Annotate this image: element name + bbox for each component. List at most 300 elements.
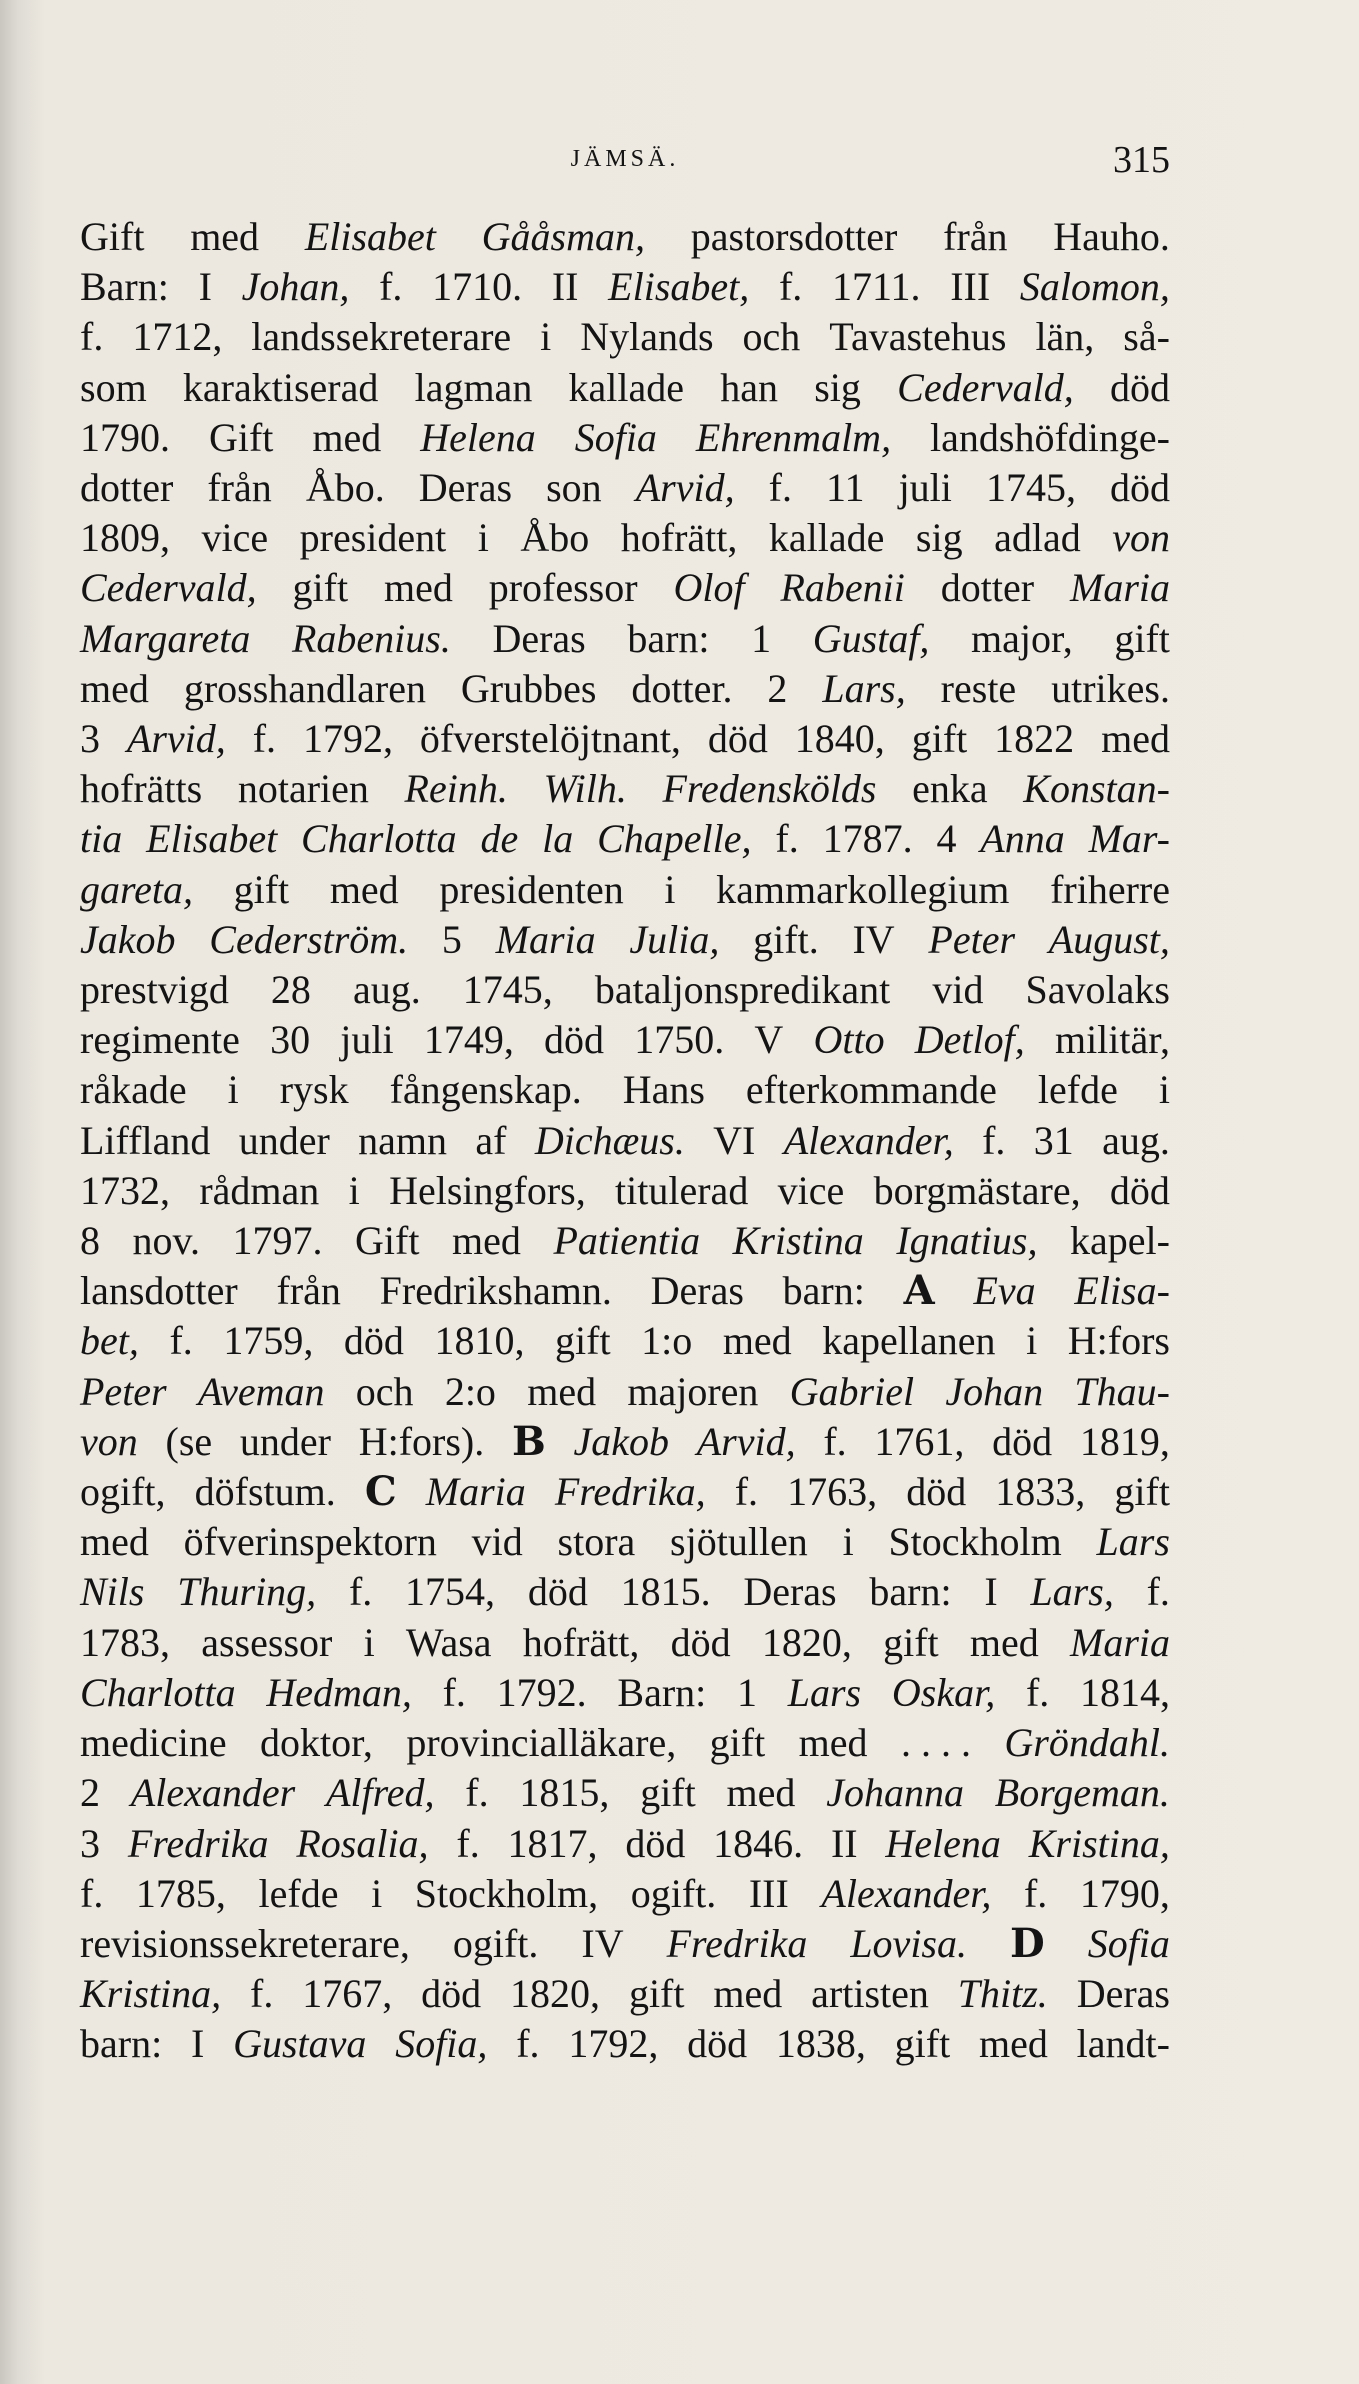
word: Kristina, (80, 1971, 222, 2017)
word: död (1110, 465, 1170, 511)
word: I (190, 2021, 205, 2067)
word: kallade (768, 515, 885, 561)
word: 1846. (713, 1820, 804, 1866)
word: 1792. (496, 1669, 587, 1715)
text-line (80, 212, 1170, 262)
word: H:fors). (358, 1418, 485, 1464)
word: Kristina, (1028, 1820, 1170, 1866)
word: död (1109, 1167, 1170, 1213)
word: 4 (936, 816, 957, 862)
word: i (540, 314, 552, 360)
text-line (80, 1567, 1170, 1617)
word: f. (734, 1469, 759, 1515)
word: Thau- (1074, 1368, 1170, 1414)
word: Eva (973, 1268, 1036, 1314)
word: rådman (199, 1167, 320, 1213)
word: län, (1035, 314, 1095, 360)
word: död (527, 1569, 588, 1615)
word: kapel- (1070, 1218, 1170, 1264)
word: Nylands (580, 314, 714, 360)
word: Deras (492, 615, 586, 661)
word: dotter. (631, 665, 733, 711)
word: 1820, (761, 1619, 852, 1665)
word: 1754, (405, 1569, 496, 1615)
word: Gift (80, 214, 145, 259)
word: Cedervald, (80, 565, 257, 611)
word: Rosalia, (296, 1820, 429, 1866)
word: Alexander, (783, 1117, 954, 1163)
word: nov. (132, 1218, 200, 1264)
word: 1711. (831, 264, 921, 310)
word: Stockholm, (414, 1870, 599, 1916)
word: Charlotta (301, 816, 457, 862)
word: Wilh. (543, 766, 627, 812)
word: kammarkollegium (716, 866, 1010, 912)
word: artisten (811, 1971, 929, 2017)
word: major, (971, 615, 1073, 661)
text-line (80, 1216, 1170, 1266)
word: i (1026, 1318, 1038, 1364)
word: i (348, 1167, 360, 1213)
word: 1840, (794, 716, 885, 762)
word: karaktiserad (182, 364, 379, 410)
text-line (80, 714, 1170, 764)
word: H:fors (1067, 1318, 1170, 1364)
word: sjötullen (670, 1519, 808, 1565)
word: f. (1025, 1669, 1050, 1715)
word: ogift, (80, 1469, 166, 1515)
word: barn: (627, 615, 710, 661)
word: Elisa- (1074, 1268, 1170, 1314)
text-line (80, 614, 1170, 664)
word: öfverstelöjtnant, (419, 716, 681, 762)
word: barn: (869, 1569, 952, 1615)
word: med (80, 1519, 149, 1565)
text-line (80, 1316, 1170, 1366)
word: råkade (80, 1067, 187, 1113)
word: 1761, (874, 1418, 965, 1464)
word: död (992, 1418, 1053, 1464)
word: ogift. (452, 1920, 539, 1966)
word: 1833, (995, 1469, 1086, 1515)
word: hofrätt, (522, 1619, 640, 1665)
word: Helena (420, 414, 536, 460)
page-header (80, 138, 1170, 188)
word: Alfred, (325, 1770, 435, 1816)
word: f. (465, 1770, 489, 1816)
word: son (546, 465, 602, 511)
word: Olof (673, 565, 745, 611)
word: som (80, 364, 147, 410)
word: 1790. (80, 414, 170, 460)
word: Gröndahl. (1004, 1720, 1170, 1766)
running-head: JÄMSÄ. (570, 146, 680, 172)
word: gareta, (80, 866, 193, 912)
word: efterkommande (745, 1067, 997, 1113)
word: f. (442, 1669, 466, 1715)
word: Maria (1070, 1619, 1170, 1665)
word: Åbo. (305, 465, 385, 511)
initial-letter: D (1010, 1919, 1045, 1967)
word: III (950, 264, 991, 310)
word: 1814, (1080, 1669, 1170, 1715)
text-line (80, 1618, 1170, 1668)
word: . . . . (900, 1720, 971, 1766)
word: dotter (80, 465, 174, 511)
word: med (80, 665, 149, 711)
word: ogift. (630, 1870, 717, 1916)
text-line (80, 262, 1170, 312)
word: under (239, 1418, 331, 1464)
word: Liffland (80, 1117, 211, 1163)
text-line (80, 1517, 1170, 1567)
word: pastorsdotter (690, 214, 898, 259)
word: död (625, 1820, 686, 1866)
word: von (1112, 515, 1170, 561)
word: Aveman (197, 1368, 325, 1414)
word: Stockholm (888, 1519, 1062, 1565)
word: 1792, (302, 716, 393, 762)
initial-letter: C (364, 1468, 397, 1516)
word: gift. (753, 916, 819, 962)
word: 1815. (620, 1569, 711, 1615)
word: adlad (994, 515, 1081, 561)
word: enka (912, 766, 988, 812)
text-line (80, 1116, 1170, 1166)
word: Rabenii (780, 565, 905, 611)
word: 1767, (302, 1971, 393, 2017)
word: lansdotter (80, 1268, 238, 1314)
word: 1790, (1079, 1870, 1170, 1916)
word: August, (1048, 916, 1170, 962)
word: han (720, 364, 779, 410)
word: I (198, 264, 212, 310)
word: 5 (441, 916, 462, 962)
word: Margareta (80, 615, 251, 661)
word: gift (628, 1971, 685, 2017)
word: Konstan- (1023, 766, 1170, 812)
text-line (80, 865, 1170, 915)
body-text (80, 212, 1170, 2070)
word: rysk (279, 1067, 349, 1113)
text-line (80, 2019, 1170, 2069)
word: Gabriel (789, 1368, 915, 1414)
word: Cedervald, (897, 364, 1074, 410)
word: III (748, 1870, 789, 1916)
word: med (527, 1368, 597, 1414)
word: i (664, 866, 676, 912)
word: gift (1114, 1469, 1170, 1515)
word: Otto (813, 1017, 885, 1063)
word: gift (640, 1770, 696, 1816)
word: Rabenius. (291, 615, 451, 661)
word: hofrätt, (620, 515, 738, 561)
word: bataljonspredikant (594, 967, 891, 1013)
word: 1732, (80, 1167, 170, 1213)
word: f. (80, 1870, 104, 1916)
word: Julia, (629, 916, 720, 962)
word: fångenskap. (389, 1067, 582, 1113)
word: 1763, (787, 1469, 878, 1515)
word: Alexander, (821, 1870, 992, 1916)
word: f. (456, 1820, 480, 1866)
word: Maria (495, 916, 596, 962)
word: Lars (787, 1669, 862, 1715)
word: i (371, 1870, 383, 1916)
word: la (542, 816, 574, 862)
word: Mar- (1088, 816, 1170, 862)
word: utrikes. (1051, 665, 1170, 711)
text-line (80, 1367, 1170, 1417)
word: militär, (1054, 1017, 1170, 1063)
word: 1815, (519, 1770, 610, 1816)
word: med (969, 1619, 1039, 1665)
word: 1783, (80, 1619, 170, 1665)
word: 2 (80, 1770, 100, 1816)
word: professor (488, 565, 638, 611)
word: och (355, 1368, 414, 1414)
word: 1817, (507, 1820, 598, 1866)
word: f. (982, 1117, 1006, 1163)
word: Gift (208, 414, 274, 460)
word: 8 (80, 1218, 100, 1264)
word: gift (883, 1619, 939, 1665)
word: 1710. (432, 264, 523, 310)
word: f. (775, 816, 799, 862)
word: barn: (80, 2021, 163, 2067)
word: Jakob (80, 916, 176, 962)
word: död (670, 1619, 731, 1665)
word: Deras (743, 1569, 837, 1615)
text-line (80, 764, 1170, 814)
word: Chapelle, (597, 816, 752, 862)
word: Johan, (241, 264, 350, 310)
word: med (312, 414, 382, 460)
word: död (421, 1971, 482, 2017)
word: och (742, 314, 801, 360)
word: aug. (352, 967, 421, 1013)
word: Oskar, (891, 1669, 996, 1715)
word: juli (898, 465, 952, 511)
page-number: 315 (1113, 139, 1170, 181)
word: 1809, (80, 515, 170, 561)
initial-letter: A (903, 1267, 935, 1315)
word: Alexander (130, 1770, 296, 1816)
word: kallade (568, 364, 685, 410)
word: från (943, 214, 1008, 259)
word: II (830, 1820, 858, 1866)
word: 1749, (423, 1017, 514, 1063)
word: 1797. (232, 1218, 323, 1264)
word: vice (201, 515, 269, 561)
word: Salomon, (1019, 264, 1170, 310)
word: f. (778, 264, 803, 310)
word: regimente (80, 1017, 240, 1063)
word: i (477, 515, 489, 561)
word: vid (932, 967, 984, 1013)
word: IV (581, 1920, 624, 1966)
text-line (80, 363, 1170, 413)
word: vid (471, 1519, 523, 1565)
word: Dichæus. (534, 1117, 685, 1163)
word: i (227, 1067, 239, 1113)
initial-letter: B (511, 1417, 546, 1465)
word: medicine (80, 1720, 227, 1766)
word: Ehrenmalm, (695, 414, 892, 460)
word: f. (250, 1971, 274, 2017)
word: titulerad (615, 1167, 749, 1213)
text-line (80, 965, 1170, 1015)
word: med (726, 1770, 796, 1816)
word: presidenten (439, 866, 624, 912)
word: Arvid, (126, 716, 226, 762)
word: Maria (425, 1469, 526, 1515)
word: gift (894, 2021, 951, 2067)
word: Sofia (1087, 1920, 1170, 1966)
word: med (383, 565, 453, 611)
word: 1712, (132, 314, 223, 360)
text-line (80, 1819, 1170, 1869)
word: Anna (980, 816, 1065, 862)
word: öfverinspektorn (183, 1519, 437, 1565)
word: Lovisa. (850, 1920, 967, 1966)
word: under (238, 1117, 330, 1163)
word: med (978, 2021, 1048, 2067)
word: grosshandlaren (183, 665, 426, 711)
word: Gift (355, 1218, 420, 1264)
word: Kristina (732, 1218, 864, 1264)
word: Grubbes (460, 665, 597, 711)
word: död (544, 1017, 605, 1063)
word: död (343, 1318, 404, 1364)
text-line (80, 413, 1170, 463)
word: Lars, (822, 665, 906, 711)
word: död (906, 1469, 967, 1515)
word: landshöfdinge- (930, 414, 1170, 460)
word: Fredrika (666, 1920, 808, 1966)
word: 1750. (634, 1017, 725, 1063)
text-line (80, 463, 1170, 513)
word: majoren (627, 1368, 759, 1414)
word: Elisabet, (608, 264, 750, 310)
word: gift (555, 1318, 611, 1364)
word: Deras (1076, 1971, 1170, 2017)
word: i (842, 1519, 854, 1565)
word: Deras (650, 1268, 744, 1314)
word: 3 (80, 716, 100, 762)
word: 2:o (444, 1368, 496, 1414)
word: gift (292, 565, 349, 611)
text-line (80, 1869, 1170, 1919)
word: med (722, 1318, 792, 1364)
word: af (475, 1117, 507, 1163)
word: vice (777, 1167, 845, 1213)
word: Sofia, (395, 2021, 488, 2067)
word: lefde (258, 1870, 339, 1916)
word: Gååsman, (481, 214, 645, 259)
word: Barn: (80, 264, 169, 310)
text-line (80, 664, 1170, 714)
word: 1759, (223, 1318, 314, 1364)
word: med (713, 1971, 783, 2017)
word: lagman (414, 364, 533, 410)
word: VI (713, 1117, 756, 1163)
word: 1820, (510, 1971, 601, 2017)
word: 1810, (434, 1318, 525, 1364)
word: Elisabet (304, 214, 436, 259)
word: med (798, 1720, 868, 1766)
word: Hauho. (1053, 214, 1170, 259)
word: Peter (80, 1368, 167, 1414)
word: namn (358, 1117, 448, 1163)
text-line (80, 1065, 1170, 1115)
word: barn: (782, 1268, 865, 1314)
word: 31 (1033, 1117, 1074, 1163)
word: landt- (1076, 2021, 1170, 2067)
word: Wasa (405, 1619, 492, 1665)
word: Thitz. (957, 1971, 1048, 2017)
text-line (80, 563, 1170, 613)
word: i (1158, 1067, 1170, 1113)
word: dotter (940, 565, 1035, 611)
word: sig (814, 364, 861, 410)
word: död (707, 716, 768, 762)
text-line (80, 1969, 1170, 2019)
word: Charlotta (80, 1669, 236, 1715)
word: 1745, (462, 967, 553, 1013)
word: von (80, 1418, 138, 1464)
text-line (80, 1668, 1170, 1718)
word: kapellanen (822, 1318, 996, 1364)
word: Cederström. (209, 916, 409, 962)
word: 1787. (822, 816, 913, 862)
word: I (984, 1569, 998, 1615)
word: Arvid, (696, 1418, 796, 1464)
word: 1785, (135, 1870, 226, 1916)
word: f. (252, 716, 277, 762)
word: med (452, 1218, 521, 1264)
word: Lars, (1030, 1569, 1114, 1615)
word: med (1101, 716, 1170, 762)
word: 1:o (641, 1318, 693, 1364)
word: Nils (80, 1569, 145, 1615)
word: Borgeman. (994, 1770, 1170, 1816)
word: Savolaks (1025, 967, 1170, 1013)
word: från (276, 1268, 341, 1314)
word: Åbo (520, 515, 590, 561)
word: f. (823, 1418, 847, 1464)
word: juli (340, 1017, 394, 1063)
word: reste (940, 665, 1017, 711)
word: f. (348, 1569, 373, 1615)
word: Reinh. (404, 766, 508, 812)
word: aug. (1102, 1117, 1170, 1163)
word: Thuring, (177, 1569, 317, 1615)
word: Johan (945, 1368, 1044, 1414)
word: död (1109, 364, 1170, 410)
word: Barn: (617, 1669, 707, 1715)
word: Lars (1096, 1519, 1170, 1565)
word: Deras (418, 465, 513, 511)
word: 1792, (568, 2021, 659, 2067)
word: Detlof, (914, 1017, 1025, 1063)
text-line (80, 915, 1170, 965)
word: Fredrikshamn. (379, 1268, 612, 1314)
word: Gustava (233, 2021, 367, 2067)
text-line (80, 1417, 1170, 1467)
word: notarien (237, 766, 369, 812)
word: 1819, (1079, 1418, 1170, 1464)
